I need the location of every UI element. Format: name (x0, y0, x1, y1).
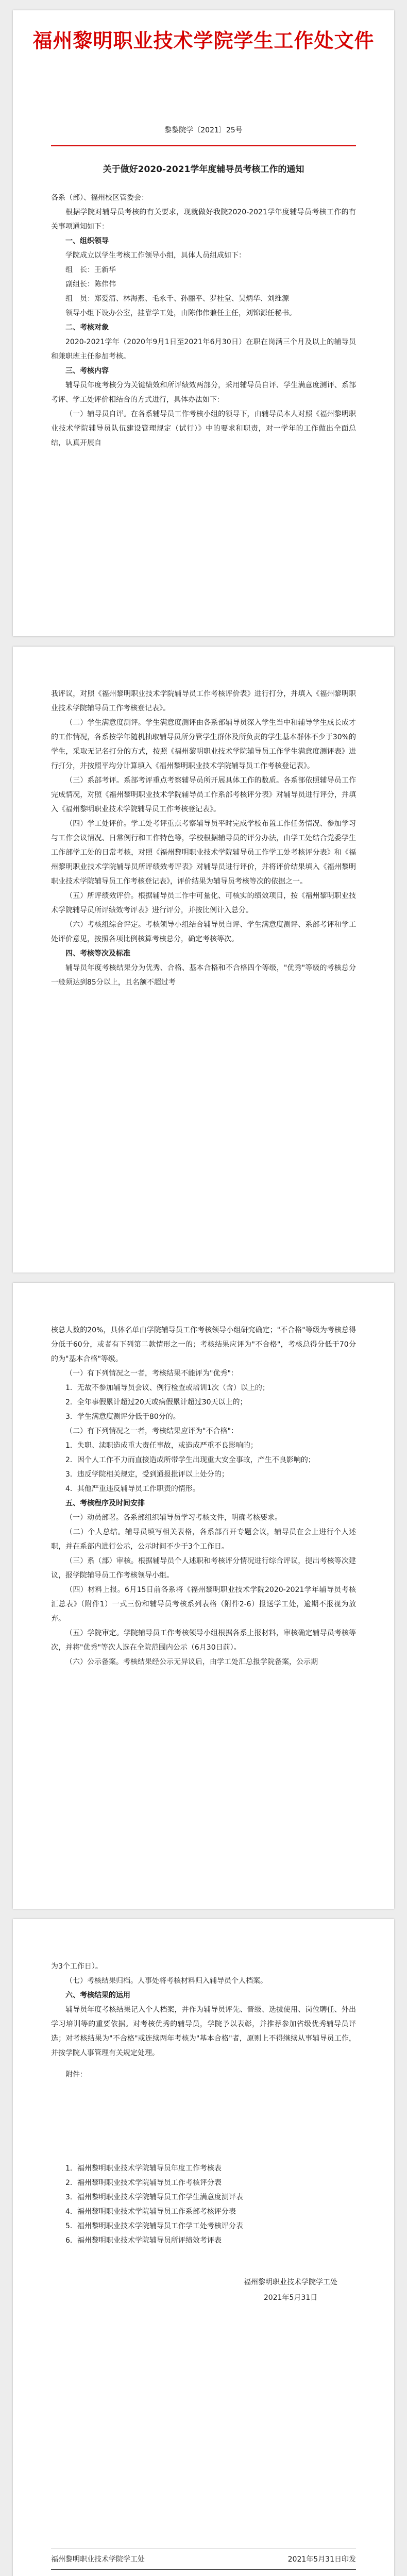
paragraph: （一）辅导员自评。在各系辅导员工作考核小组的领导下，由辅导员本人对照《福州黎明职业技术学院辅导员队伍建设管理规定（试行）》中的要求和职责，对一学年的工作做出全面总结，认真开展自 (51, 410, 356, 447)
section-heading: 四、考核等次及标准 (65, 950, 130, 958)
paragraph: 辅导员年度考核分为关键绩效和所评绩效两部分，采用辅导员自评、学生满意度测评、系部考评、学工处评价相结合的方式进行，具体办法如下： (51, 381, 356, 404)
paragraph: 辅导员年度考核结果记入个人档案，并作为辅导员评先、晋级、选拔使用、岗位聘任、外出学习培训等的重要依据。对考核优秀的辅导员，学院予以表彰，并推荐参加省级优秀辅导员评选；对考核结果为"不合格"或连续两年考核为"基本合格"者，原则上不得继续从事辅导员工作，并按学院人事管理有关规定处理。 (51, 2006, 356, 2057)
paragraph: （七）考核结果归档。人事处将考核材料归入辅导员个人档案。 (65, 1977, 267, 1985)
paragraph: 4．其他严重违反辅导员工作职责的情形。 (65, 1485, 200, 1493)
paragraph: （二）学生满意度测评。学生满意度测评由各系部辅导员深入学生当中和辅导学生成长成才的工作情况，各系按学年随机抽取辅导员所分管学生群体及所负责的学生基本群体不少于30%的学生，采取无记名打分的方式，按照《福州黎明职业技术学院辅导员工作学生满意度测评表》进行打分，并按照平均分计算填入《福州黎明职业技术学院辅导员工作考核登记表》。 (51, 719, 356, 770)
page-1-body (51, 191, 356, 450)
paragraph: 为3个工作日）。 (51, 1962, 103, 1971)
document-page-3 (13, 1283, 394, 1909)
footer-date: 2021年5月31日印发 (287, 2555, 356, 2564)
attachment-item: 1．福州黎明职业技术学院辅导员年度工作考核表 (65, 2164, 222, 2173)
red-divider-line (51, 145, 356, 146)
page-4-body (51, 1959, 356, 2082)
paragraph: （一）有下列情况之一者，考核结果不能评为"优秀"： (65, 1369, 238, 1378)
section-heading: 六、考核结果的运用 (65, 1991, 130, 1999)
signature-date: 2021年5月31日 (263, 2294, 318, 2302)
paragraph: （三）系（部）审核。根据辅导员个人述职和考核评分情况进行综合评议，提出考核等次建议，报学院辅导员工作考核领导小组。 (51, 1557, 356, 1580)
paragraph: 2．全年事假累计超过20天或病假累计超过30天以上的； (65, 1398, 247, 1406)
document-page-1 (13, 10, 394, 636)
paragraph: 各系（部）、福州校区管委会： (51, 194, 148, 202)
paragraph: 1．无故不参加辅导员会议、例行检查或培训1次（含）以上的； (65, 1384, 269, 1392)
document-page-2 (13, 647, 394, 1273)
footer-bottom-line (51, 2569, 356, 2570)
document-number: 黎黎院学〔2021〕25号 (164, 126, 243, 134)
paragraph: 附件： (65, 2071, 87, 2079)
paragraph: 我评议，对照《福州黎明职业技术学院辅导员工作考核评价表》进行打分，并填入《福州黎明职业技术学院辅导员工作考核登记表》。 (51, 690, 356, 713)
paragraph: 组 长：王新华 (65, 266, 116, 274)
paragraph: （二）个人总结。辅导员填写相关表格，各系部召开专题会议，辅导员在会上进行个人述职，并在系部内进行公示，公示时间不少于3个工作日。 (51, 1528, 356, 1551)
attachment-list (51, 2161, 356, 2248)
paragraph: （四）学工处评价。学工处考评重点考察辅导员平时完成学校布置工作任务情况、参加学习与工作会议情况、日常例行和工作特色等，学校根据辅导员的评分办法，由学工处结合党委学生工作部学工处的日常考核，对照《福州黎明职业技术学院辅导员工作学工处考核评分表》和《福州黎明职业技术学院辅导员所评绩效考评表》对辅导员进行评价，并将评价结果填入《福州黎明职业技术学院辅导员工作考核登记表》，评价结果为辅导员考核等次的依据之一。 (51, 820, 356, 886)
attachment-item: 5．福州黎明职业技术学院辅导员工作学工处考核评分表 (65, 2222, 243, 2230)
section-heading: 三、考核内容 (65, 367, 109, 375)
paragraph: （三）系部考评。系部考评重点考察辅导员所开展具体工作的数质。各系部依照辅导员工作完成情况，对照《福州黎明职业技术学院辅导员工作系部考核评分表》对辅导员进行评分，并填入《福州黎明职业技术学院辅导员工作考核登记表》。 (51, 776, 356, 814)
paragraph: （六）考核组综合评定。考核领导小组结合辅导员自评、学生满意度测评、系部考评和学工处评价意见，按照各项比例核算考核总分，确定考核等次。 (51, 921, 356, 943)
section-heading: 五、考核程序及时间安排 (65, 1499, 145, 1507)
paragraph: （五）学院审定。学院辅导员工作考核领导小组根据各系上报材料，审核确定辅导员考核等次，并将"优秀"等次人选在全院范围内公示（6月30日前）。 (51, 1629, 356, 1652)
section-heading: 二、考核对象 (65, 324, 109, 332)
paragraph: 3．违反学院相关规定，受到通报批评以上处分的； (65, 1470, 229, 1479)
paragraph: 1．失职、渎职造成重大责任事故，或造成严重不良影响的； (65, 1442, 258, 1450)
page-2-body (51, 687, 356, 990)
section-heading: 一、组织领导 (65, 237, 109, 245)
attachment-item: 4．福州黎明职业技术学院辅导员工作系部考核评分表 (65, 2208, 236, 2216)
paragraph: （一）动员部署。各系部组织辅导员学习考核文件，明确考核要求。 (65, 1514, 282, 1522)
paragraph: 3．学生满意度测评分低于80分的。 (65, 1413, 180, 1421)
paragraph: 2020-2021学年（2020年9月1日至2021年6月30日）在职在岗满三个月及以上的辅导员和兼职班主任参加考核。 (51, 338, 356, 361)
paragraph: （五）所评绩效评价。根据辅导员工作中可量化、可核实的绩效项目，按《福州黎明职业技术学院辅导员所评绩效考评表》进行评分，并按比例计入总分。 (51, 892, 356, 914)
paragraph: 组 员：郑爱清、林海燕、毛永千、孙丽平、罗桂堂、吴炳华、刘维源 (65, 295, 289, 303)
paragraph: 根据学院对辅导员考核的有关要求，现就做好我院2020-2021学年度辅导员考核工作的有关事项通知如下： (51, 208, 356, 231)
attachment-item: 2．福州黎明职业技术学院辅导员工作考核评分表 (65, 2179, 222, 2187)
document-page-4 (13, 1919, 394, 2576)
paragraph: 副组长：陈伟伟 (65, 280, 116, 289)
attachment-item: 3．福州黎明职业技术学院辅导员工作学生满意度测评表 (65, 2193, 243, 2201)
paragraph: （四）材料上报。6月15日前各系将《福州黎明职业技术学院2020-2021学年辅导员考核汇总表》（附件1）一式三份和辅导员考核系列表格（附件2-6）报送学工处，逾期不报视为放弃。 (51, 1586, 356, 1623)
footer-org: 福州黎明职业技术学院学工处 (51, 2555, 145, 2564)
paragraph: （六）公示备案。考核结果经公示无异议后，由学工处汇总报学院备案，公示期 (65, 1658, 318, 1666)
attachment-item: 6．福州黎明职业技术学院辅导员所评绩效考评表 (65, 2236, 222, 2245)
notice-title: 关于做好2020-2021学年度辅导员考核工作的通知 (103, 164, 304, 175)
page-3-body (51, 1323, 356, 1669)
footer (51, 2554, 356, 2564)
signature-org: 福州黎明职业技术学院学工处 (244, 2278, 337, 2286)
paragraph: 学院成立以学生考核工作领导小组，具体人员组成如下： (65, 251, 246, 260)
red-header-title: 福州黎明职业技术学院学生工作处文件 (32, 29, 375, 52)
paragraph: 领导小组下设办公室，挂靠学工处，由陈伟伟兼任主任，刘锦源任秘书。 (65, 309, 296, 317)
paragraph: 2．因个人工作不力而直接造成所带学生出现重大安全事故，产生不良影响的； (65, 1456, 315, 1464)
paragraph: 辅导员年度考核结果分为优秀、合格、基本合格和不合格四个等级，"优秀"等级的考核总分一般须达到85分以上，且名额不超过考 (51, 964, 356, 987)
paragraph (51, 2060, 356, 2067)
paragraph: （二）有下列情况之一者，考核结果应评为"不合格"： (65, 1427, 238, 1435)
signature-block (244, 2275, 337, 2306)
paragraph: 核总人数的20%，具体名单由学院辅导员工作考核领导小组研究确定；"不合格"等级为考核总得分低于60分，或者有下列第二款情形之一的；考核结果应评为"不合格"，考核总得分低于70分的为"基本合格"等级。 (51, 1326, 356, 1363)
